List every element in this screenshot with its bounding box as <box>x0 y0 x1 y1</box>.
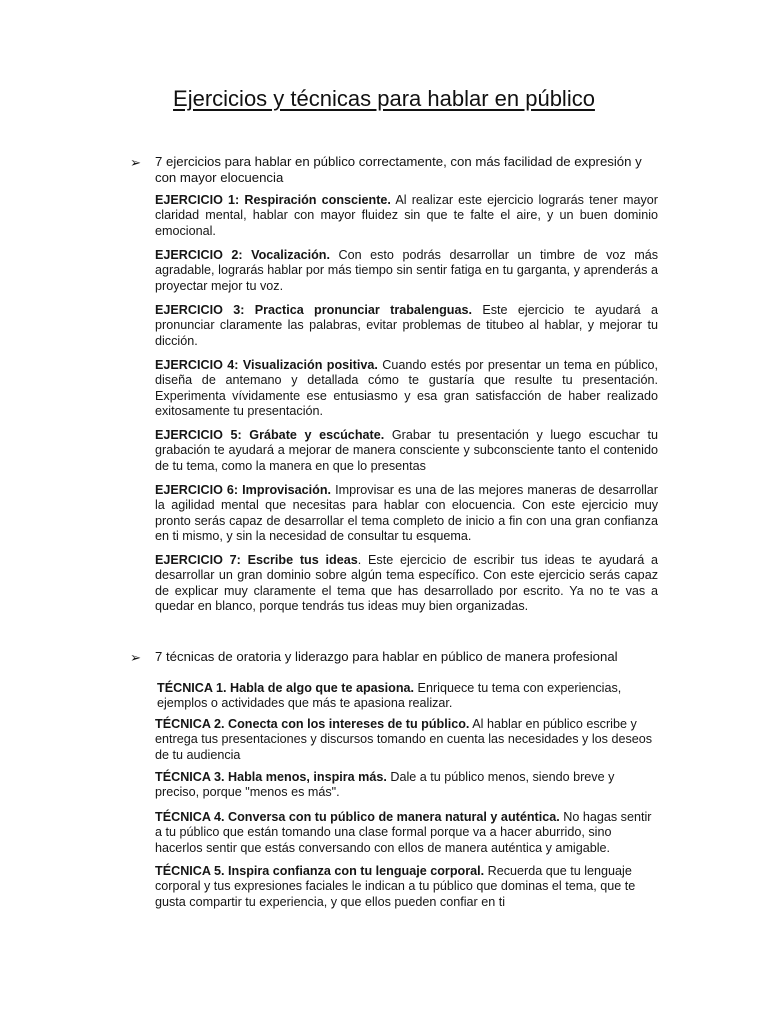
item-text: Cuando estés por presentar un tema en público, diseña de antemano y detallada cómo te gustaría que resulte tu presentación. Experimenta vívidamente ese entusiasmo y esa gran satisfacción de haber realizado exitosamente tu presentación. <box>155 358 658 419</box>
item-bold-label: TÉCNICA 4. Conversa con tu público de manera natural y auténtica. <box>155 810 560 824</box>
item-text: No hagas sentir a tu público que están tomando una clase formal porque va a hacer aburrido, sino hacerlos sentir que estás conversando con ellos de manera auténtica y amigable. <box>155 810 652 855</box>
item-text: Al realizar este ejercicio lograrás tener mayor claridad mental, hablar con mayor fluidez sin que te falte el aire, y un buen dominio emocional. <box>155 193 658 238</box>
item-text: Grabar tu presentación y luego escuchar tu grabación te ayudará a mejorar de manera consciente y subconsciente tanto el contenido de tu tema, como la manera en que lo presentas <box>155 428 658 473</box>
section-heading-tecnicas: 7 técnicas de oratoria y liderazgo para hablar en público de manera profesional <box>155 649 618 664</box>
item-text: Improvisar es una de las mejores maneras de desarrollar la agilidad mental que necesitas para hablar con elocuencia. Con este ejercicio muy pronto serás capaz de desarrollar el tema completo de inicio a fin con una gran confianza en ti mismo, y sin la necesidad de consultar tu esquema. <box>155 483 658 544</box>
item-bold-label: TÉCNICA 1. Habla de algo que te apasiona. <box>157 681 415 695</box>
item-bold-label: EJERCICIO 3: Practica pronunciar trabalenguas. <box>155 303 473 317</box>
ejercicio-paragraph <box>155 483 658 545</box>
item-text: Este ejercicio te ayudará a pronunciar claramente las palabras, evitar problemas de titubeo al hablar, y mejorar tu dicción. <box>155 303 659 348</box>
item-bold-label: TÉCNICA 2. Conecta con los intereses de tu público. <box>155 717 470 731</box>
arrow-bullet-icon: ➢ <box>130 155 142 170</box>
tecnica-paragraph <box>155 810 658 856</box>
item-text: Con esto podrás desarrollar un timbre de voz más agradable, lograrás hablar por más tiempo sin sentir fatiga en tu garganta, y aprenderás a proyectar mejor tu voz. <box>155 248 658 293</box>
item-bold-label: EJERCICIO 7: Escribe tus ideas <box>155 553 358 567</box>
page-title: Ejercicios y técnicas para hablar en público <box>173 86 595 111</box>
tecnica-paragraph <box>155 717 658 763</box>
item-bold-label: TÉCNICA 3. Habla menos, inspira más. <box>155 770 387 784</box>
ejercicio-paragraph <box>155 193 658 239</box>
tecnica-paragraph <box>155 770 658 801</box>
ejercicio-paragraph <box>155 553 658 615</box>
ejercicio-paragraph <box>155 248 658 294</box>
item-bold-label: EJERCICIO 4: Visualización positiva. <box>155 358 378 372</box>
item-bold-label: EJERCICIO 6: Improvisación. <box>155 483 332 497</box>
item-text: Al hablar en público escribe y entrega tus presentaciones y discursos tomando en cuenta las necesidades y los deseos de tu audiencia <box>155 717 653 762</box>
item-text: . Este ejercicio de escribir tus ideas te ayudará a desarrollar un gran dominio sobre algún tema específico. Con este ejercicio serás capaz de explicar muy claramente el tema que has desarrollado por escrito. Ya no te vas a quedar en blanco, porque tendrás tus ideas muy bien organizadas. <box>155 553 658 614</box>
item-text: Dale a tu público menos, siendo breve y preciso, porque "menos es más". <box>155 770 615 800</box>
item-bold-label: TÉCNICA 5. Inspira confianza con tu lenguaje corporal. <box>155 864 485 878</box>
ejercicio-paragraph <box>155 303 658 349</box>
item-bold-label: EJERCICIO 5: Grábate y escúchate. <box>155 428 385 442</box>
item-bold-label: EJERCICIO 1: Respiración consciente. <box>155 193 391 207</box>
arrow-bullet-icon: ➢ <box>130 650 142 665</box>
tecnica-paragraph <box>155 864 658 910</box>
tecnica-paragraph <box>157 681 660 712</box>
ejercicio-paragraph <box>155 358 658 420</box>
section-heading-ejercicios: 7 ejercicios para hablar en público correctamente, con más facilidad de expresión y con mayor elocuencia <box>155 154 642 185</box>
item-bold-label: EJERCICIO 2: Vocalización. <box>155 248 330 262</box>
item-text: Enriquece tu tema con experiencias, ejemplos o actividades que más te apasiona realizar. <box>157 681 622 711</box>
item-text: Recuerda que tu lenguaje corporal y tus expresiones faciales le indican a tu público que dominas el tema, que te gusta compartir tu experiencia, y que ellos pueden confiar en ti <box>155 864 636 909</box>
ejercicio-paragraph <box>155 428 658 474</box>
